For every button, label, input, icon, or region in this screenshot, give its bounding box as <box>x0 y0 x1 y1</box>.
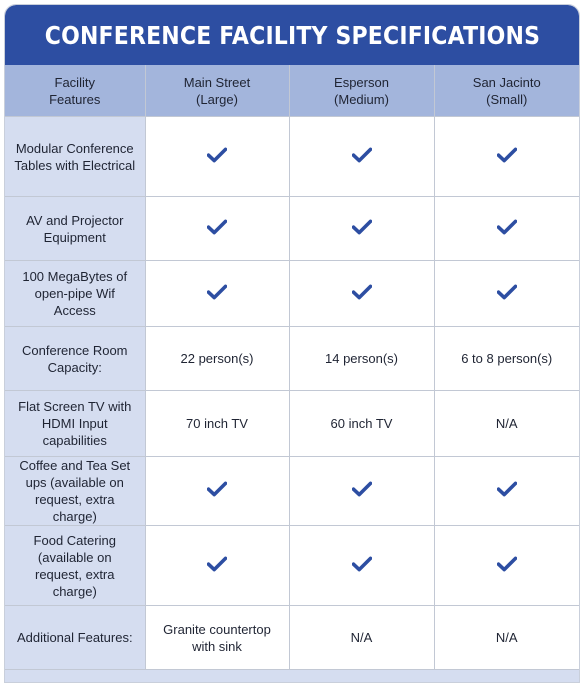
available-cell <box>145 261 289 327</box>
feature-label: Flat Screen TV with HDMI Input capabilities <box>5 391 145 457</box>
value-cell <box>289 391 434 457</box>
table-row <box>5 457 579 526</box>
check-icon <box>352 556 372 572</box>
value-cell <box>289 606 434 670</box>
available-cell <box>289 261 434 327</box>
table-row <box>5 526 579 606</box>
available-cell <box>434 261 579 327</box>
page-title: CONFERENCE FACILITY SPECIFICATIONS <box>44 20 540 50</box>
header-facility-features <box>5 65 145 117</box>
value-cell <box>289 327 434 391</box>
check-icon <box>497 556 517 572</box>
available-cell <box>145 197 289 261</box>
available-cell <box>434 197 579 261</box>
header-venue-name: San Jacinto <box>472 74 541 90</box>
header-venue-size: (Small) <box>486 91 528 107</box>
check-icon <box>207 219 227 235</box>
table-row <box>5 606 579 670</box>
value-cell <box>145 606 289 670</box>
cell-value: Granite countertop with sink <box>163 621 271 654</box>
header-feature-line2: Features <box>49 91 101 107</box>
cell-value: N/A <box>495 416 518 431</box>
table-row <box>5 391 579 457</box>
spec-table <box>5 65 579 670</box>
value-cell <box>434 391 579 457</box>
table-row <box>5 261 579 327</box>
available-cell <box>434 117 579 197</box>
value-cell <box>434 327 579 391</box>
cell-value: N/A <box>350 630 373 645</box>
feature-label: Coffee and Tea Set ups (available on request, extra charge) <box>5 457 145 526</box>
cell-value: 6 to 8 person(s) <box>461 351 553 366</box>
available-cell <box>145 457 289 526</box>
cell-value: 60 inch TV <box>330 416 393 431</box>
feature-label: Additional Features: <box>5 606 145 670</box>
check-icon <box>497 219 517 235</box>
table-footer-strip <box>5 670 579 682</box>
available-cell <box>145 526 289 606</box>
available-cell <box>434 457 579 526</box>
cell-value: 14 person(s) <box>325 351 398 366</box>
table-row <box>5 197 579 261</box>
header-venue-name: Esperson <box>334 74 389 90</box>
spec-table-card <box>4 4 580 683</box>
table-row <box>5 117 579 197</box>
feature-label: Modular Conference Tables with Electrical <box>5 117 145 197</box>
available-cell <box>289 197 434 261</box>
table-row <box>5 327 579 391</box>
cell-value: 22 person(s) <box>180 351 254 366</box>
cell-value: N/A <box>495 630 518 645</box>
header-row <box>5 65 579 117</box>
available-cell <box>289 526 434 606</box>
check-icon <box>497 147 517 163</box>
header-venue-name: Main Street <box>183 74 251 90</box>
cell-value: 70 inch TV <box>186 416 248 431</box>
header-esperson <box>289 65 434 117</box>
check-icon <box>497 284 517 300</box>
header-main-street <box>145 65 289 117</box>
check-icon <box>352 219 372 235</box>
header-san-jacinto <box>434 65 579 117</box>
title-bar <box>5 5 579 65</box>
header-feature-line1: Facility <box>54 74 95 90</box>
check-icon <box>352 284 372 300</box>
check-icon <box>352 481 372 497</box>
header-venue-size: (Medium) <box>334 91 389 107</box>
check-icon <box>352 147 372 163</box>
check-icon <box>207 147 227 163</box>
header-venue-size: (Large) <box>196 91 238 107</box>
available-cell <box>289 457 434 526</box>
value-cell <box>145 391 289 457</box>
feature-label: AV and Projector Equipment <box>5 197 145 261</box>
check-icon <box>497 481 517 497</box>
feature-label: Conference Room Capacity: <box>5 327 145 391</box>
available-cell <box>145 117 289 197</box>
feature-label: 100 MegaBytes of open-pipe Wif Access <box>5 261 145 327</box>
feature-label: Food Catering (available on request, extra charge) <box>5 526 145 606</box>
value-cell <box>434 606 579 670</box>
check-icon <box>207 284 227 300</box>
check-icon <box>207 481 227 497</box>
check-icon <box>207 556 227 572</box>
available-cell <box>289 117 434 197</box>
available-cell <box>434 526 579 606</box>
value-cell <box>145 327 289 391</box>
